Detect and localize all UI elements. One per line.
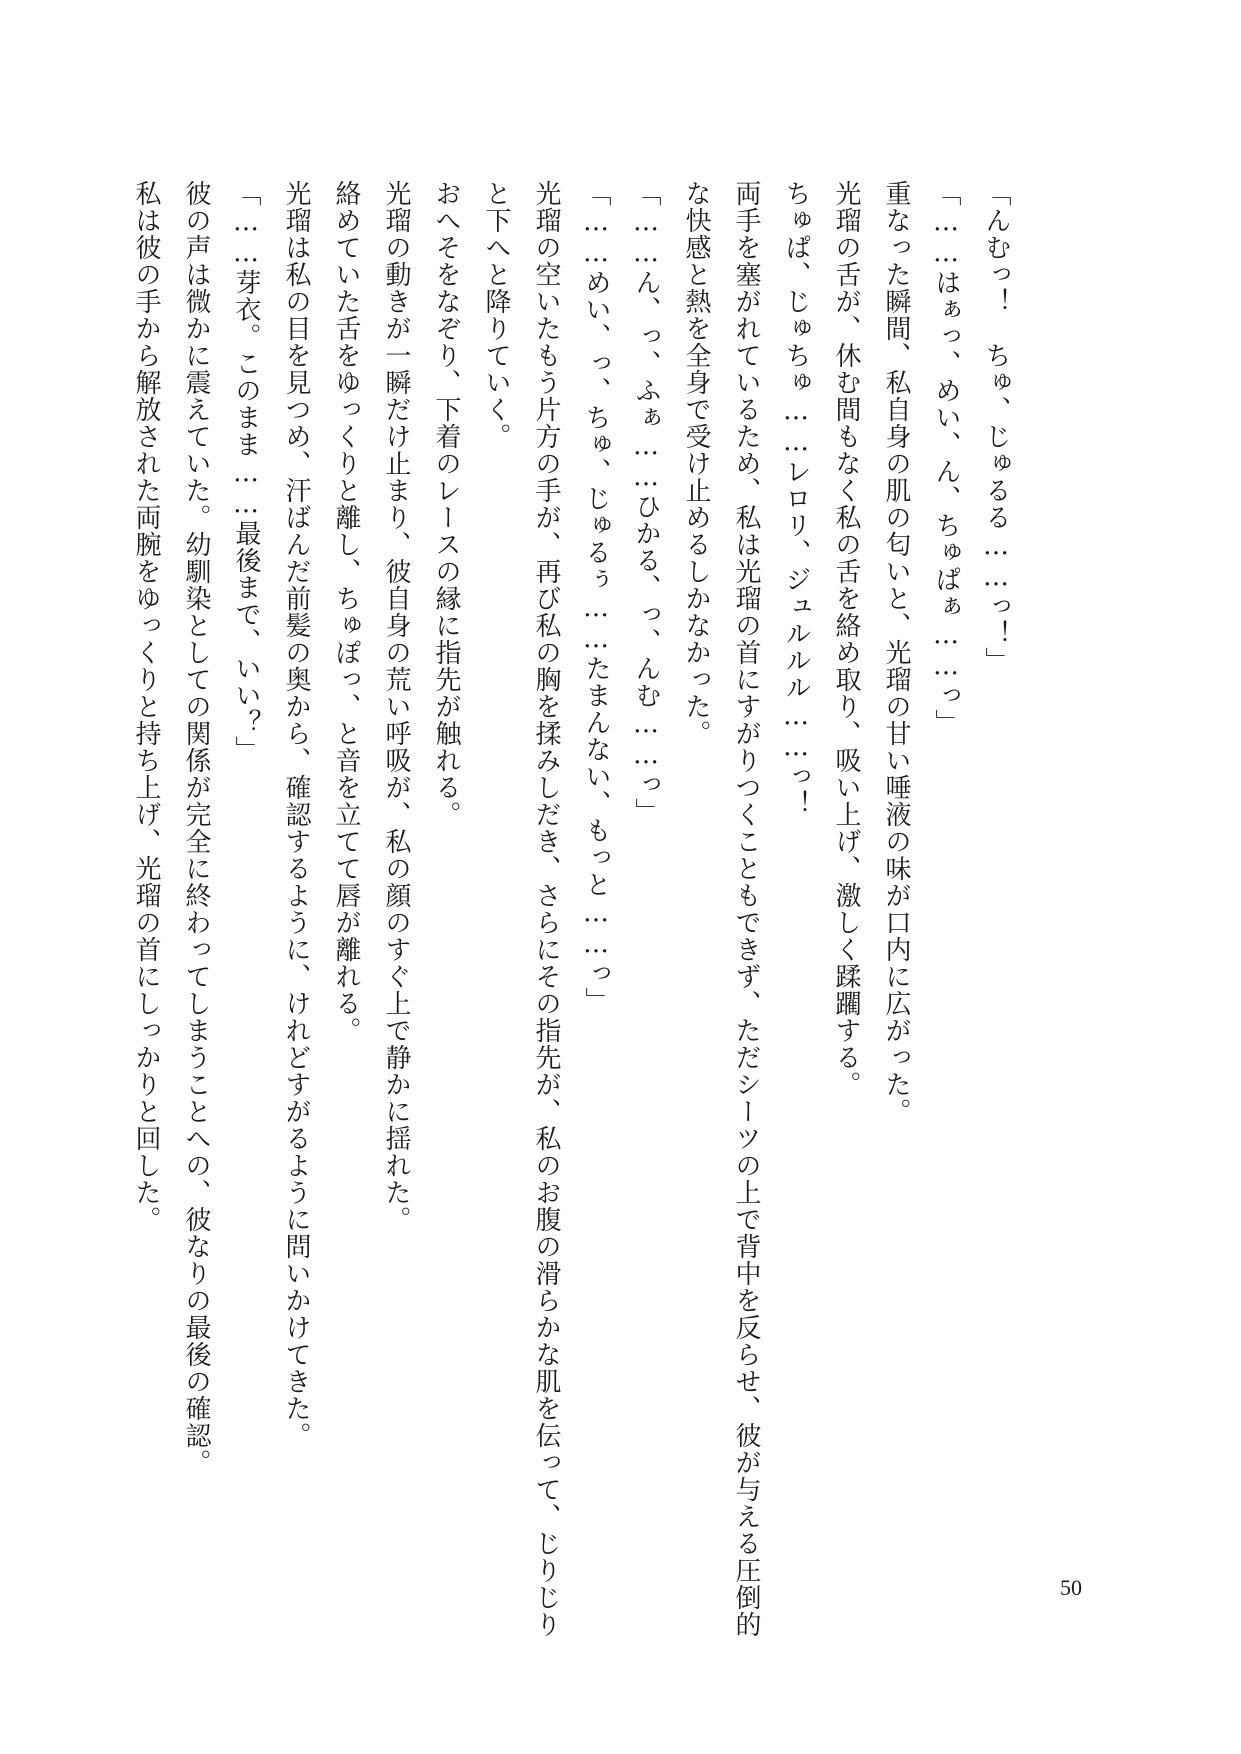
paragraph: ちゅぱ、じゅちゅ……レロリ、ジュルルル……っ！ xyxy=(781,180,811,817)
paragraph: 両手を塞がれているため、私は光瑠の首にすがりつくこともできず、ただシーツの上で背中を反らせ、彼が与える圧倒的な快感と熱を全身で受け止めるしかなかった。 xyxy=(681,180,761,1638)
paragraph: 重なった瞬間、私自身の肌の匂いと、光瑠の甘い唾液の味が口内に広がった。 xyxy=(881,180,911,1125)
vertical-text-body xyxy=(121,180,1021,1640)
page-number: 50 xyxy=(1060,1575,1082,1600)
paragraph: 「……芽衣。このまま……最後まで、いい？」 xyxy=(231,180,261,763)
paragraph: 光瑠の空いたもう片方の手が、再び私の胸を揉みしだき、さらにその指先が、私のお腹の滑らかな肌を伝って、じりじりと下へと降りていく。 xyxy=(481,180,561,1638)
paragraph: 光瑠の動きが一瞬だけ止まり、彼自身の荒い呼吸が、私の顔のすぐ上で静かに揺れた。 xyxy=(381,180,411,1233)
paragraph: 「……めい、っ、ちゅ、じゅるぅ……たまんない、もっと……っ」 xyxy=(581,180,611,1014)
paragraph: 彼の声は微かに震えていた。幼馴染としての関係が完全に終わってしまうことへの、彼なりの最後の確認。 xyxy=(181,180,211,1476)
paragraph: 「……ん、っ、ふぁ……ひかる、っ、んむ……っ」 xyxy=(631,180,661,825)
paragraph: 光瑠の舌が、休む間もなく私の舌を絡め取り、吸い上げ、激しく蹂躙する。 xyxy=(831,180,861,1098)
paragraph: 「……はぁっ、めい、ん、ちゅぱぁ……っ」 xyxy=(931,180,961,736)
paragraph: 「んむっ！ ちゅ、じゅるる……っ！」 xyxy=(981,180,1011,674)
paragraph: 光瑠は私の目を見つめ、汗ばんだ前髪の奥から、確認するように、けれどすがるように問いかけてきた。 xyxy=(281,180,311,1449)
paragraph: おへそをなぞり、下着のレースの縁に指先が触れる。 xyxy=(431,180,461,828)
paragraph: 私は彼の手から解放された両腕をゆっくりと持ち上げ、光瑠の首にしっかりと回した。 xyxy=(131,180,161,1233)
paragraph: 絡めていた舌をゆっくりと離し、ちゅぽっ、と音を立てて唇が離れる。 xyxy=(331,180,361,1044)
